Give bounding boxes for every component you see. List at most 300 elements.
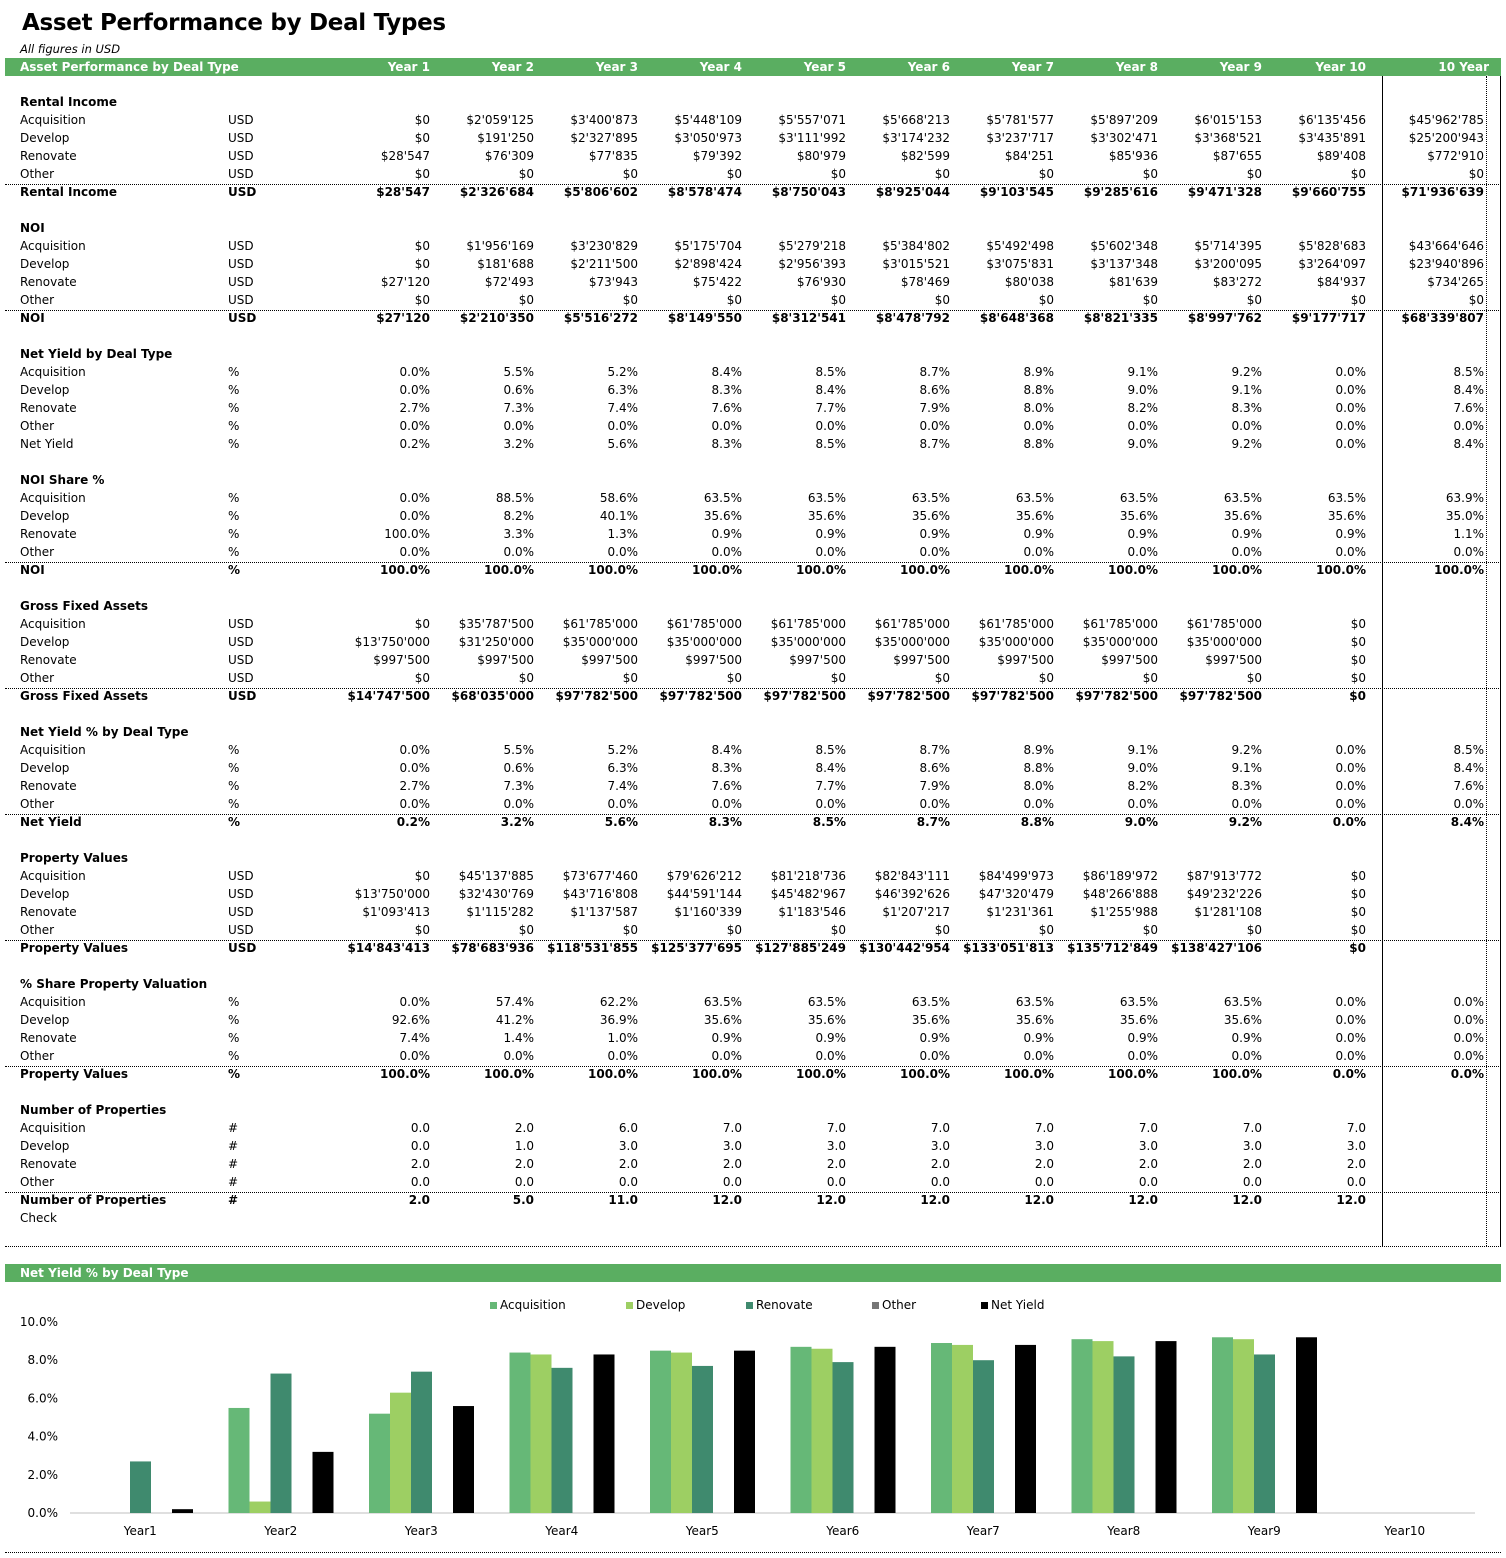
cell-value: $8'478'792 xyxy=(875,311,950,325)
x-tick-label: Year10 xyxy=(1384,1524,1426,1538)
cell-value: 2.7% xyxy=(399,401,430,415)
cell-value: 8.7% xyxy=(916,815,950,829)
cell-value: 0.0% xyxy=(399,1049,430,1063)
cell-value: $61'785'000 xyxy=(562,617,638,631)
cell-value: $0 xyxy=(622,671,638,685)
cell-value: 0.0% xyxy=(503,797,534,811)
cell-value: $80'038 xyxy=(1004,275,1054,289)
cell-value: 0.0% xyxy=(399,995,430,1009)
cell-value: $1'207'217 xyxy=(882,905,950,919)
cell-value: $0 xyxy=(726,671,742,685)
row-label: Other xyxy=(20,1175,55,1189)
total-separator-line xyxy=(5,1192,1501,1193)
cell-value: 9.2% xyxy=(1231,437,1262,451)
cell-value: $0 xyxy=(934,293,950,307)
cell-value: $0 xyxy=(1246,293,1262,307)
cell-value: $0 xyxy=(518,167,534,181)
table-row xyxy=(0,1030,1506,1048)
cell-value: $8'821'335 xyxy=(1083,311,1158,325)
table-row xyxy=(0,778,1506,796)
cell-value: $0 xyxy=(1350,617,1366,631)
cell-value: $5'492'498 xyxy=(986,239,1054,253)
cell-value: 0.0% xyxy=(1335,401,1366,415)
legend-swatch xyxy=(490,1302,497,1309)
cell-value: $61'785'000 xyxy=(978,617,1054,631)
cell-value: $133'051'813 xyxy=(963,941,1054,955)
row-unit: USD xyxy=(228,689,257,703)
row-label: Acquisition xyxy=(20,365,86,379)
cell-value: $83'272 xyxy=(1212,275,1262,289)
bar-renovate xyxy=(973,1360,994,1513)
cell-total: $0 xyxy=(1468,167,1484,181)
row-unit: # xyxy=(228,1193,239,1207)
cell-value: 100.0% xyxy=(900,563,950,577)
cell-value: $135'712'849 xyxy=(1067,941,1158,955)
cell-value: 0.0% xyxy=(1023,797,1054,811)
row-label: NOI xyxy=(20,311,45,325)
cell-value: 1.3% xyxy=(607,527,638,541)
cell-value: $1'093'413 xyxy=(362,905,430,919)
cell-value: $997'500 xyxy=(789,653,846,667)
row-unit: USD xyxy=(228,239,254,253)
bar-net-yield xyxy=(875,1347,896,1513)
cell-value: 63.5% xyxy=(1119,491,1158,505)
cell-value: 12.0 xyxy=(1128,1193,1158,1207)
cell-value: $0 xyxy=(830,923,846,937)
legend-item xyxy=(490,1298,566,1312)
cell-value: 9.2% xyxy=(1231,365,1262,379)
row-label: Acquisition xyxy=(20,617,86,631)
cell-value: 0.0% xyxy=(1335,743,1366,757)
bar-develop xyxy=(952,1345,973,1513)
bar-net-yield xyxy=(1015,1345,1036,1513)
cell-total: $43'664'646 xyxy=(1408,239,1484,253)
cell-value: 0.9% xyxy=(1335,527,1366,541)
cell-value: 63.5% xyxy=(1327,491,1366,505)
cell-value: 0.0% xyxy=(1335,761,1366,775)
cell-value: 41.2% xyxy=(495,1013,534,1027)
cell-value: $13'750'000 xyxy=(354,635,430,649)
table-row xyxy=(0,688,1506,706)
table-row xyxy=(0,940,1506,958)
row-label: Other xyxy=(20,293,55,307)
cell-value: 0.0% xyxy=(503,419,534,433)
cell-total: 0.0% xyxy=(1453,419,1484,433)
bar-renovate xyxy=(1114,1356,1135,1513)
cell-value: $3'400'873 xyxy=(570,113,638,127)
cell-total: $734'265 xyxy=(1427,275,1484,289)
cell-value: 100.0% xyxy=(1212,563,1262,577)
y-tick-label: 2.0% xyxy=(27,1467,58,1482)
table-row xyxy=(0,238,1506,256)
cell-value: $8'648'368 xyxy=(979,311,1054,325)
x-tick-label: Year6 xyxy=(826,1524,860,1538)
cell-value: $2'327'895 xyxy=(570,131,638,145)
row-label: Rental Income xyxy=(20,185,118,199)
cell-value: 9.0% xyxy=(1127,761,1158,775)
cell-value: $0 xyxy=(934,923,950,937)
cell-value: 63.5% xyxy=(1015,995,1054,1009)
table-row xyxy=(0,418,1506,436)
cell-value: $47'320'479 xyxy=(978,887,1054,901)
cell-value: $0 xyxy=(414,923,430,937)
row-unit: USD xyxy=(228,167,254,181)
section-title-row xyxy=(0,472,1506,490)
cell-value: 7.0 xyxy=(722,1121,742,1135)
cell-value: $0 xyxy=(1246,167,1262,181)
bar-develop xyxy=(671,1353,692,1513)
cell-value: $0 xyxy=(1349,689,1366,703)
cell-value: 0.0 xyxy=(514,1175,534,1189)
bar-develop xyxy=(812,1349,833,1513)
cell-value: 63.5% xyxy=(1015,491,1054,505)
bar-acquisition xyxy=(931,1343,952,1513)
table-row xyxy=(0,256,1506,274)
cell-value: 0.0% xyxy=(503,545,534,559)
cell-value: 36.9% xyxy=(599,1013,638,1027)
cell-value: $0 xyxy=(518,671,534,685)
bar-renovate xyxy=(552,1368,573,1513)
cell-value: 0.0% xyxy=(1335,1013,1366,1027)
year-column-header: Year 6 xyxy=(907,60,950,74)
cell-value: 7.3% xyxy=(503,779,534,793)
table-row xyxy=(0,508,1506,526)
table-header-bar xyxy=(5,58,1501,88)
row-label: Develop xyxy=(20,761,70,775)
cell-value: $80'979 xyxy=(796,149,846,163)
legend-item xyxy=(626,1298,685,1312)
cell-value: 5.2% xyxy=(607,365,638,379)
row-label: Acquisition xyxy=(20,239,86,253)
table-row xyxy=(0,382,1506,400)
cell-total: 8.4% xyxy=(1453,383,1484,397)
table-row xyxy=(0,490,1506,508)
cell-value: $118'531'855 xyxy=(547,941,638,955)
cell-value: 2.0 xyxy=(514,1157,534,1171)
cell-value: $61'785'000 xyxy=(874,617,950,631)
cell-value: 7.0 xyxy=(1034,1121,1054,1135)
cell-value: $14'747'500 xyxy=(347,689,430,703)
cell-value: 5.5% xyxy=(503,365,534,379)
row-label: Renovate xyxy=(20,401,77,415)
cell-value: $3'075'831 xyxy=(986,257,1054,271)
legend-item xyxy=(981,1298,1044,1312)
cell-value: $0 xyxy=(1350,869,1366,883)
section-title: Gross Fixed Assets xyxy=(20,599,149,613)
cell-value: $97'782'500 xyxy=(971,689,1054,703)
table-row xyxy=(0,652,1506,670)
cell-value: 8.9% xyxy=(1023,743,1054,757)
table-row xyxy=(0,1210,1506,1228)
row-label: Other xyxy=(20,923,55,937)
cell-value: $2'210'350 xyxy=(459,311,534,325)
legend-item xyxy=(872,1298,916,1312)
cell-value: $1'160'339 xyxy=(674,905,742,919)
cell-value: $997'500 xyxy=(893,653,950,667)
cell-value: $35'000'000 xyxy=(1082,635,1158,649)
page-title: Asset Performance by Deal Types xyxy=(22,10,446,36)
row-unit: % xyxy=(228,419,240,433)
row-unit: USD xyxy=(228,941,257,955)
cell-value: 35.6% xyxy=(1015,509,1054,523)
cell-value: $997'500 xyxy=(997,653,1054,667)
row-unit: USD xyxy=(228,311,257,325)
cell-value: $43'716'808 xyxy=(562,887,638,901)
cell-value: $45'482'967 xyxy=(770,887,846,901)
row-label: Renovate xyxy=(20,779,77,793)
cell-value: $3'368'521 xyxy=(1194,131,1262,145)
cell-value: 0.0% xyxy=(399,491,430,505)
cell-value: $0 xyxy=(414,167,430,181)
cell-value: $78'469 xyxy=(900,275,950,289)
cell-value: 100.0% xyxy=(484,563,534,577)
cell-value: 0.0% xyxy=(711,419,742,433)
cell-value: $0 xyxy=(830,671,846,685)
cell-value: 7.9% xyxy=(919,779,950,793)
cell-value: 8.3% xyxy=(708,815,742,829)
cell-total: 0.0% xyxy=(1453,797,1484,811)
bar-renovate xyxy=(130,1461,151,1513)
y-tick-label: 4.0% xyxy=(27,1429,58,1444)
cell-value: $9'660'755 xyxy=(1291,185,1366,199)
cell-value: 0.0 xyxy=(410,1175,430,1189)
table-row xyxy=(0,310,1506,328)
cell-value: 8.7% xyxy=(919,365,950,379)
cell-value: $3'015'521 xyxy=(882,257,950,271)
cell-value: 5.2% xyxy=(607,743,638,757)
table-bottom-border xyxy=(5,1246,1501,1247)
cell-value: 0.0% xyxy=(399,509,430,523)
cell-value: 0.6% xyxy=(503,383,534,397)
cell-value: 62.2% xyxy=(599,995,638,1009)
cell-value: $127'885'249 xyxy=(755,941,846,955)
cell-value: 0.0% xyxy=(607,1049,638,1063)
cell-value: 63.5% xyxy=(703,995,742,1009)
cell-value: $73'943 xyxy=(588,275,638,289)
cell-value: 3.0 xyxy=(826,1139,846,1153)
table-row xyxy=(0,634,1506,652)
cell-value: 3.0 xyxy=(1034,1139,1054,1153)
row-unit: % xyxy=(228,1013,240,1027)
cell-value: 0.0% xyxy=(1335,419,1366,433)
table-row xyxy=(0,922,1506,940)
cell-value: $84'937 xyxy=(1316,275,1366,289)
cell-total: 8.4% xyxy=(1453,761,1484,775)
cell-value: $35'000'000 xyxy=(666,635,742,649)
row-label: Number of Properties xyxy=(20,1193,167,1207)
cell-value: $82'599 xyxy=(900,149,950,163)
cell-value: 0.9% xyxy=(711,1031,742,1045)
cell-value: 2.7% xyxy=(399,779,430,793)
table-row xyxy=(0,1174,1506,1192)
cell-value: 0.9% xyxy=(1023,1031,1054,1045)
cell-value: $9'103'545 xyxy=(979,185,1054,199)
cell-value: 63.5% xyxy=(1119,995,1158,1009)
bar-net-yield xyxy=(594,1354,615,1513)
row-label: Gross Fixed Assets xyxy=(20,689,149,703)
x-tick-label: Year7 xyxy=(966,1524,1000,1538)
cell-value: $8'925'044 xyxy=(875,185,950,199)
cell-value: $0 xyxy=(1350,923,1366,937)
cell-value: 8.8% xyxy=(1023,761,1054,775)
bar-net-yield xyxy=(453,1406,474,1513)
cell-value: 7.9% xyxy=(919,401,950,415)
cell-value: 100.0% xyxy=(796,563,846,577)
cell-value: $3'111'992 xyxy=(778,131,846,145)
cell-value: 100.0% xyxy=(384,527,430,541)
cell-value: $76'309 xyxy=(484,149,534,163)
cell-value: 12.0 xyxy=(920,1193,950,1207)
table-row xyxy=(0,1012,1506,1030)
cell-value: 88.5% xyxy=(495,491,534,505)
cell-value: $84'251 xyxy=(1004,149,1054,163)
cell-value: $1'956'169 xyxy=(466,239,534,253)
bar-renovate xyxy=(411,1372,432,1513)
cell-total: $25'200'943 xyxy=(1408,131,1484,145)
row-label: Check xyxy=(20,1211,57,1225)
year-column-header: Year 10 xyxy=(1315,60,1366,74)
section-title: Rental Income xyxy=(20,95,118,109)
cell-value: 100.0% xyxy=(380,1067,430,1081)
row-label: Renovate xyxy=(20,275,77,289)
section-title-row xyxy=(0,1102,1506,1120)
cell-value: $997'500 xyxy=(685,653,742,667)
row-unit: # xyxy=(228,1139,239,1153)
row-label: Renovate xyxy=(20,1031,77,1045)
cell-value: 3.0 xyxy=(1242,1139,1262,1153)
table-row xyxy=(0,112,1506,130)
cell-value: $5'806'602 xyxy=(563,185,638,199)
x-tick-label: Year1 xyxy=(123,1524,157,1538)
cell-value: $125'377'695 xyxy=(651,941,742,955)
table-row xyxy=(0,760,1506,778)
cell-value: 0.9% xyxy=(919,1031,950,1045)
cell-value: 0.6% xyxy=(503,761,534,775)
cell-value: 0.0% xyxy=(711,797,742,811)
table-row xyxy=(0,670,1506,688)
row-unit: USD xyxy=(228,149,254,163)
cell-value: 35.6% xyxy=(1327,509,1366,523)
cell-value: 5.6% xyxy=(607,437,638,451)
cell-value: $0 xyxy=(1038,923,1054,937)
row-label: Develop xyxy=(20,383,70,397)
legend-swatch xyxy=(981,1302,988,1309)
row-unit: % xyxy=(228,995,240,1009)
cell-value: $35'000'000 xyxy=(978,635,1054,649)
bar-net-yield xyxy=(1156,1341,1177,1513)
row-label: Develop xyxy=(20,635,70,649)
y-tick-label: 6.0% xyxy=(27,1391,58,1406)
cell-total: 63.9% xyxy=(1445,491,1484,505)
cell-value: 9.2% xyxy=(1231,743,1262,757)
cell-total: 0.0% xyxy=(1450,1067,1484,1081)
cell-value: $75'422 xyxy=(692,275,742,289)
total-separator-line xyxy=(5,688,1501,689)
cell-total: 0.0% xyxy=(1453,1049,1484,1063)
cell-value: 6.3% xyxy=(607,761,638,775)
cell-value: 2.0 xyxy=(1138,1157,1158,1171)
cell-value: 7.7% xyxy=(815,779,846,793)
total-separator-line xyxy=(5,814,1501,815)
section-title-row xyxy=(0,346,1506,364)
row-label: Acquisition xyxy=(20,491,86,505)
row-unit: % xyxy=(228,437,240,451)
cell-value: 1.0% xyxy=(607,1031,638,1045)
cell-value: 8.8% xyxy=(1023,383,1054,397)
cell-value: $0 xyxy=(1350,653,1366,667)
cell-value: $35'000'000 xyxy=(874,635,950,649)
section-title: Number of Properties xyxy=(20,1103,167,1117)
row-unit: USD xyxy=(228,905,254,919)
cell-value: 6.3% xyxy=(607,383,638,397)
row-label: Renovate xyxy=(20,905,77,919)
cell-value: $997'500 xyxy=(1101,653,1158,667)
cell-value: 6.0 xyxy=(618,1121,638,1135)
cell-value: 0.0% xyxy=(399,743,430,757)
row-unit: USD xyxy=(228,113,254,127)
cell-value: 63.5% xyxy=(1223,995,1262,1009)
row-unit: % xyxy=(228,491,240,505)
cell-value: 0.0% xyxy=(607,797,638,811)
row-unit: % xyxy=(228,401,240,415)
table-row xyxy=(0,400,1506,418)
cell-value: $79'392 xyxy=(692,149,742,163)
cell-value: $5'175'704 xyxy=(674,239,742,253)
cell-value: 35.6% xyxy=(911,1013,950,1027)
cell-value: 0.0% xyxy=(815,545,846,559)
year-column-header: Year 2 xyxy=(491,60,534,74)
cell-value: $0 xyxy=(622,923,638,937)
cell-value: 8.6% xyxy=(919,383,950,397)
cell-value: 100.0% xyxy=(1004,1067,1054,1081)
table-row xyxy=(0,868,1506,886)
cell-value: $1'137'587 xyxy=(570,905,638,919)
cell-value: 100.0% xyxy=(900,1067,950,1081)
cell-value: $87'913'772 xyxy=(1186,869,1262,883)
row-label: Acquisition xyxy=(20,995,86,1009)
cell-value: 0.0 xyxy=(930,1175,950,1189)
cell-value: $5'781'577 xyxy=(986,113,1054,127)
cell-value: 0.0% xyxy=(919,545,950,559)
cell-value: $1'281'108 xyxy=(1194,905,1262,919)
cell-value: 2.0 xyxy=(410,1157,430,1171)
cell-value: 8.8% xyxy=(1020,815,1054,829)
cell-value: $0 xyxy=(830,167,846,181)
table-row xyxy=(0,1138,1506,1156)
cell-value: 7.6% xyxy=(711,779,742,793)
cell-value: $3'230'829 xyxy=(570,239,638,253)
cell-value: 0.0% xyxy=(399,383,430,397)
y-tick-label: 0.0% xyxy=(27,1506,58,1520)
bar-develop xyxy=(1093,1341,1114,1513)
cell-value: $61'785'000 xyxy=(666,617,742,631)
total-column-border xyxy=(1486,76,1487,1246)
cell-value: 0.0 xyxy=(1346,1175,1366,1189)
legend-label: Acquisition xyxy=(500,1298,566,1312)
legend-label: Other xyxy=(882,1298,917,1312)
bar-acquisition xyxy=(650,1351,671,1513)
cell-value: 8.9% xyxy=(1023,365,1054,379)
cell-value: 2.0 xyxy=(722,1157,742,1171)
cell-value: 8.8% xyxy=(1023,437,1054,451)
cell-value: $2'326'684 xyxy=(459,185,534,199)
cell-value: 9.0% xyxy=(1124,815,1158,829)
cell-value: 35.6% xyxy=(703,1013,742,1027)
cell-value: 2.0 xyxy=(618,1157,638,1171)
row-unit: # xyxy=(228,1121,239,1135)
cell-value: $5'516'272 xyxy=(563,311,638,325)
row-label: Renovate xyxy=(20,527,77,541)
